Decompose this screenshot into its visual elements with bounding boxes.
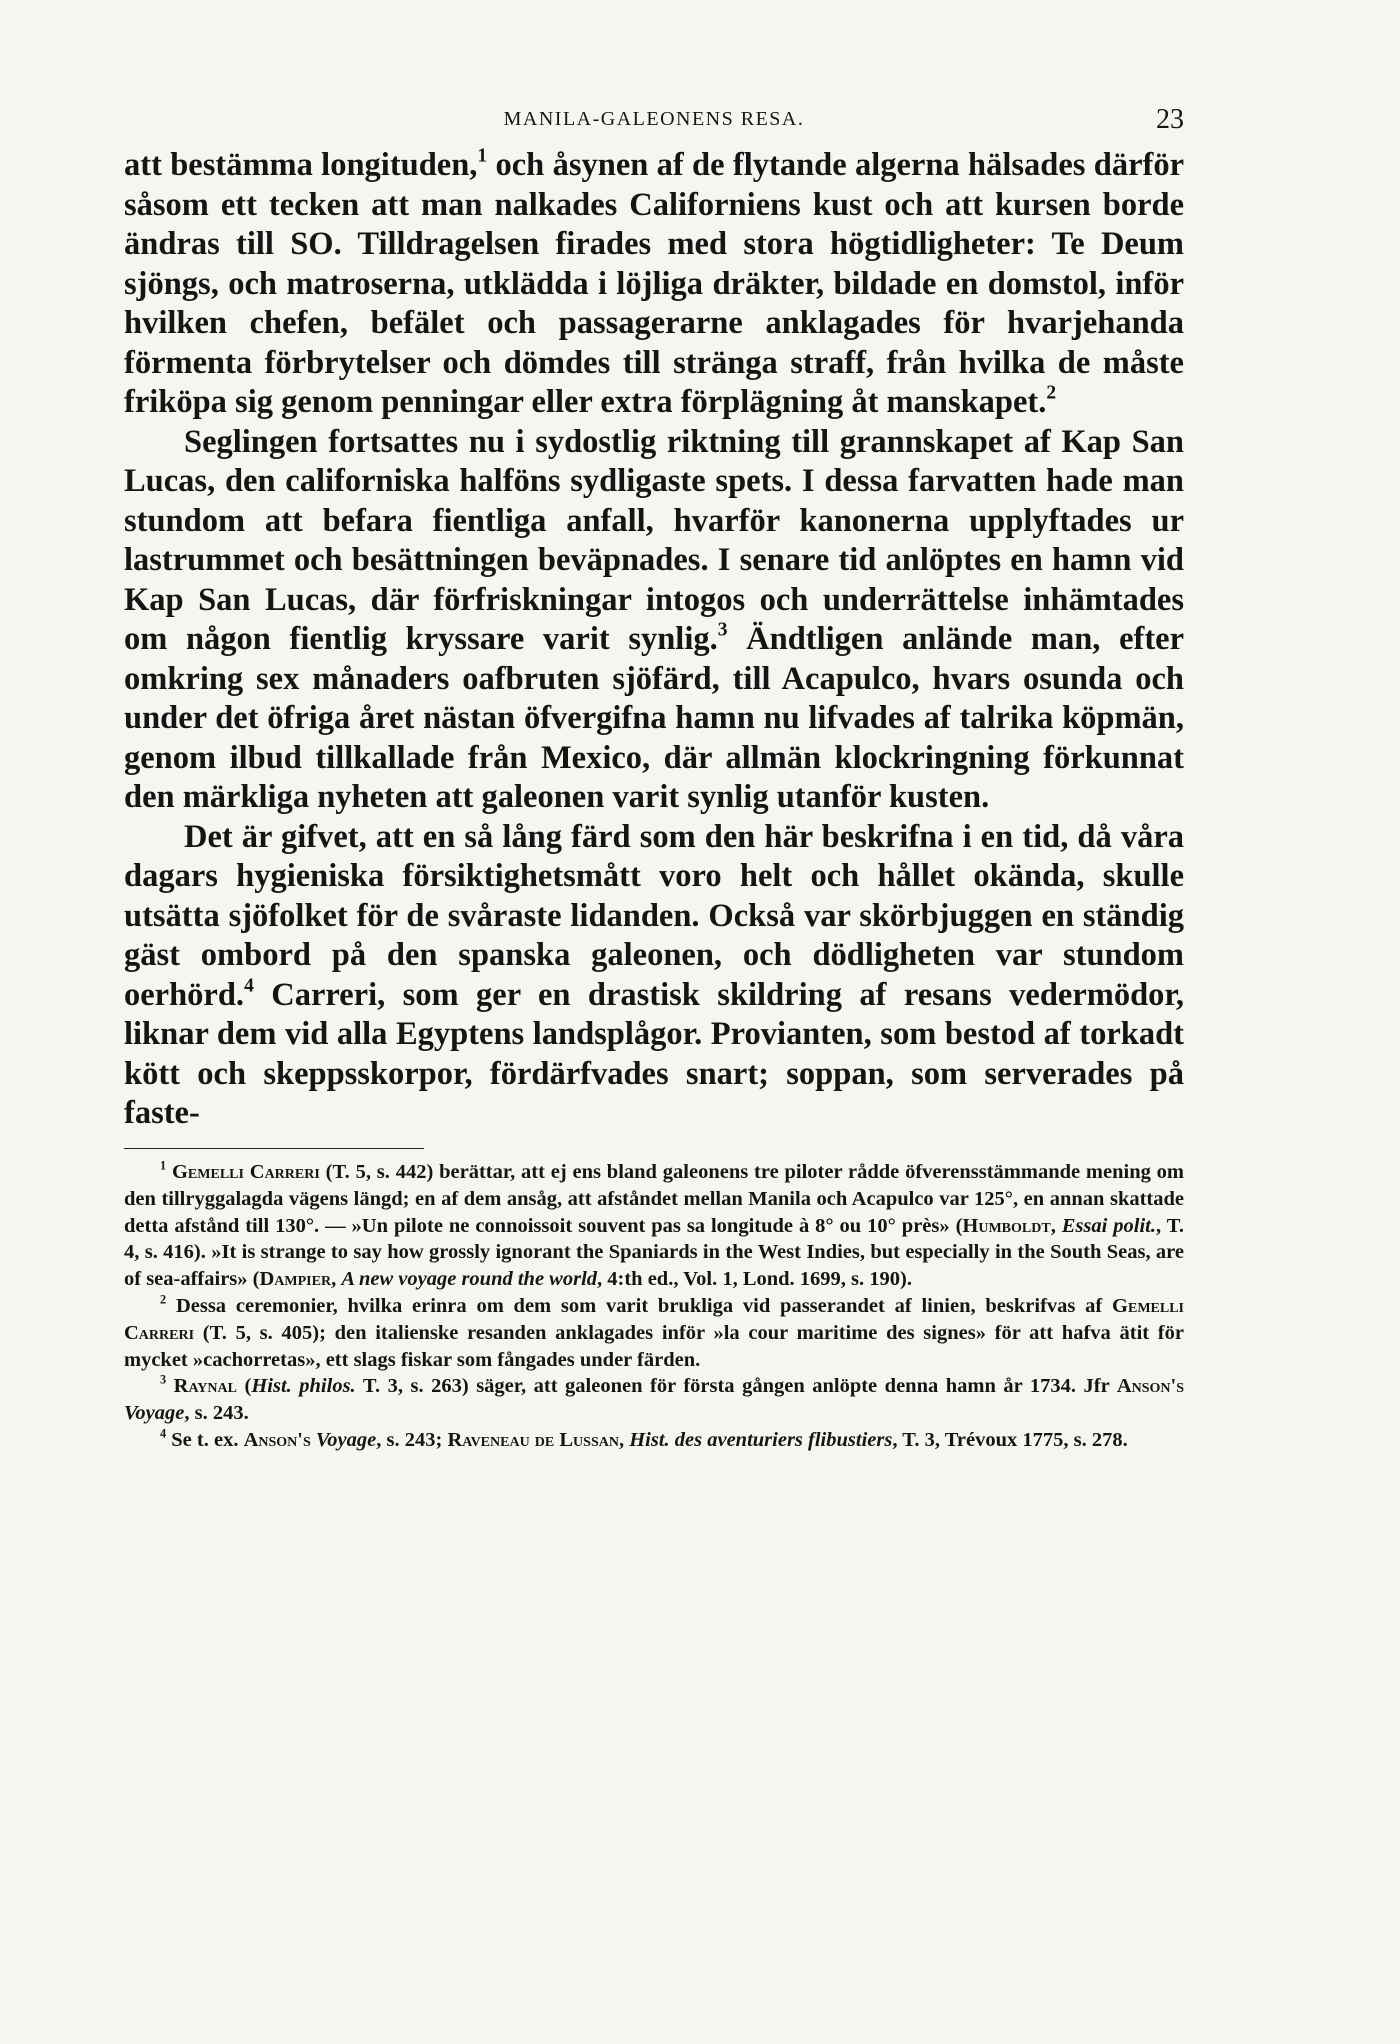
paragraph-3-text-a: Det är gifvet, att en så lång färd som den här beskrifna i en tid, då våra dagars hygieniska försiktighetsmått voro helt och hållet okända, skulle utsätta sjöfolket för de svåraste lidanden. Också var skörbjuggen en ständig gäst ombord på den spanska galeonen, och dödligheten var stundom oerhörd. <box>124 818 1184 1013</box>
footnote-text: (T. 5, s. 405); den italienske resanden anklagades inför »la cour maritime des signes» för att hafva ätit för mycket »cachorretas», ett slags fiskar som fångades under färden. <box>124 1321 1184 1371</box>
work-title: Voyage <box>124 1402 185 1425</box>
footnote-2 <box>124 1293 1184 1373</box>
work-title: Hist. philos. <box>251 1375 356 1398</box>
author-name: Gemelli Carreri <box>171 1161 320 1183</box>
footnote-text: Dessa ceremonier, hvilka erinra om dem som varit brukliga vid passerandet af linien, beskrifvas af <box>166 1294 1113 1317</box>
paragraph-1-text-b: och åsynen af de flytande algerna hälsades därför såsom ett tecken att man nalkades Californiens kust och att kursen borde ändras till SO. Tilldragelsen firades med stora högtidligheter: Te Deum sjöngs, och matroserna, utklädda i löjliga dräkter, bildade en domstol, inför hvilken chefen, befälet och passagerarne anklagades för hvarjehanda förmenta förbrytelser och dömdes till stränga straff, från hvilka de måste friköpa sig genom penningar eller extra förplägning åt manskapet. <box>124 147 1184 420</box>
footnote-ref-3: 3 <box>717 619 728 641</box>
author-name: Anson's <box>243 1428 311 1451</box>
paragraph-1-text-a: att bestämma longituden, <box>124 147 478 183</box>
footnote-4 <box>124 1427 1184 1454</box>
author-name: Raynal <box>173 1375 237 1398</box>
footnote-text: , <box>331 1268 342 1291</box>
author-name: Raveneau de Lussan <box>447 1428 619 1451</box>
paragraph-3-text-b: Carreri, som ger en drastisk skildring af resans vedermödor, liknar dem vid alla Egyptens landsplågor. Provianten, som bestod af torkadt kött och skeppsskorpor, fördärfvades snart; soppan, som serverades på faste- <box>124 976 1184 1131</box>
footnote-1 <box>124 1159 1184 1293</box>
footnote-text: , <box>1050 1214 1062 1237</box>
work-title: Voyage <box>315 1428 377 1451</box>
footnote-3 <box>124 1373 1184 1427</box>
author-name: Humboldt <box>962 1214 1051 1237</box>
work-title: Hist. des aventuriers flibustiers <box>629 1428 893 1451</box>
footnote-ref-1: 1 <box>477 145 488 167</box>
footnote-text: , s. 243; <box>376 1428 448 1451</box>
footnote-2-mark: 2 <box>160 1292 167 1307</box>
footnote-text: , <box>618 1428 630 1451</box>
paragraph-2-text-b: Ändtligen anlände man, efter omkring sex månaders oafbruten sjöfärd, till Acapulco, hvars osunda och under det öfriga året nästan öfvergifna hamn nu lifvades af talrika köpmän, genom ilbud tillkallade från Mexico, där allmän klockringning förkunnat den märkliga nyheten att galeonen varit synlig utanför kusten. <box>124 621 1185 815</box>
footnote-text: ( <box>236 1375 252 1398</box>
author-name: Dampier <box>259 1268 332 1291</box>
footnote-text: , T. 4, s. 416). »It is strange to say how grossly ignorant the Spaniards in the West Indies, but especially in the South Seas, are of sea-affairs» ( <box>124 1214 1184 1291</box>
book-page <box>124 100 1184 1454</box>
footnote-4-mark: 4 <box>160 1426 167 1441</box>
work-title: A new voyage round the world <box>341 1268 598 1291</box>
footnote-text: T. 3, s. 263) säger, att galeonen för första gången anlöpte denna hamn år 1734. Jfr <box>355 1375 1117 1398</box>
footnotes <box>124 1159 1184 1454</box>
footnote-1-mark: 1 <box>160 1158 167 1173</box>
footnote-3-mark: 3 <box>160 1372 167 1387</box>
work-title: Essai polit. <box>1061 1214 1156 1237</box>
footnote-text: , 4:th ed., Vol. 1, Lond. 1699, s. 190). <box>597 1268 912 1291</box>
author-name: Gemelli Carreri <box>124 1294 1184 1344</box>
footnote-ref-2: 2 <box>1046 382 1057 404</box>
paragraph-1 <box>124 146 1184 423</box>
footnote-ref-4: 4 <box>244 974 254 996</box>
footnote-text <box>166 1375 174 1397</box>
footnote-text: (T. 5, s. 442) berättar, att ej ens bland galeonens tre piloter rådde öfverensstämmande mening om den tillryggalagda vägens längd; en af dem ansåg, att afståndet mellan Manila och Acapulco var 125°, en annan skattade detta afstånd till 130°. — »Un pilote ne connoissoit souvent pas sa longitude à 8° ou 10° près» ( <box>124 1161 1184 1237</box>
running-head <box>124 100 1184 140</box>
footnote-text: , T. 3, Trévoux 1775, s. 278. <box>892 1428 1128 1451</box>
page-number: 23 <box>1156 104 1184 135</box>
body-text <box>124 146 1184 1134</box>
footnote-divider <box>124 1148 424 1150</box>
footnote-text: , s. 243. <box>184 1402 249 1425</box>
running-title: MANILA-GALEONENS RESA. <box>503 108 805 130</box>
paragraph-3 <box>124 818 1184 1134</box>
paragraph-2-text-a: Seglingen fortsattes nu i sydostlig riktning till grannskapet af Kap San Lucas, den californiska halföns sydligaste spets. I dessa farvatten hade man stundom att befara fientliga anfall, hvarför kanonerna upplyftades ur lastrummet och besättningen beväpnades. I senare tid anlöptes en hamn vid Kap San Lucas, där förfriskningar intogos och underrättelse inhämtades om någon fientlig kryssare varit synlig. <box>124 423 1184 657</box>
footnote-text: Se t. ex. <box>166 1428 244 1451</box>
author-name: Anson's <box>1116 1375 1185 1398</box>
paragraph-2 <box>124 423 1184 818</box>
